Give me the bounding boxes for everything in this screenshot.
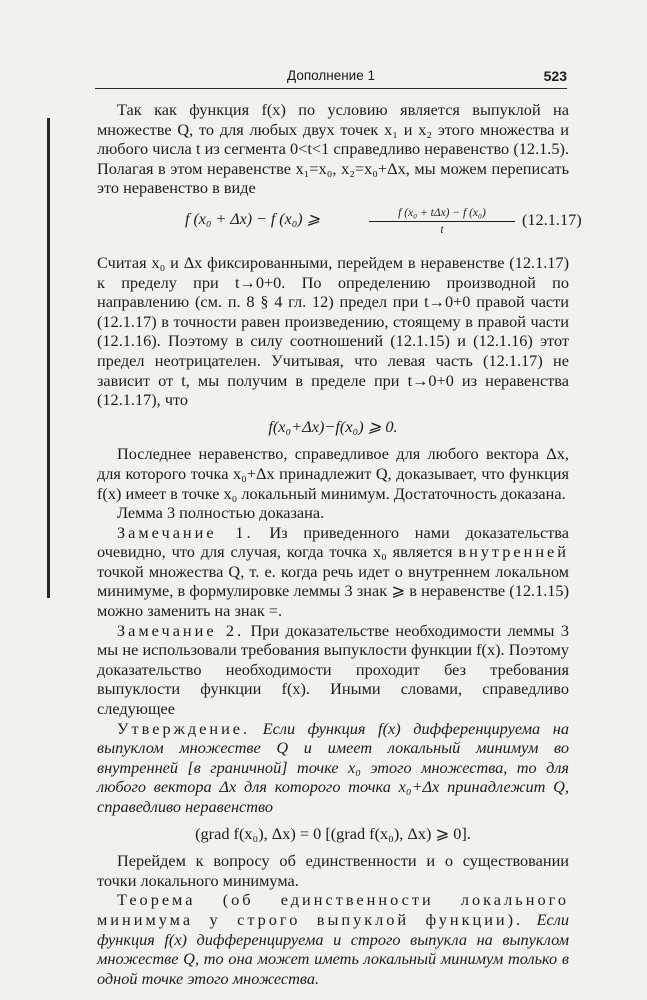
remark-1-label: Замечание 1. xyxy=(117,522,254,542)
theorem-label: Теорема (об единственности локального минимума у строго выпуклой функции). xyxy=(97,890,569,929)
fraction-bar xyxy=(369,221,515,222)
remark-2-text: При доказательстве необходимости леммы 3 мы не использовали требования выпуклости функции f(x). Поэтому доказательство необходимости проходит без требования выпуклости функции f(x). Иными словами, справедливо следующее xyxy=(97,620,569,719)
page-body xyxy=(97,100,582,988)
remark-2-label: Замечание 2. xyxy=(117,620,245,640)
formula-gradient: (grad f(x₀), Δx) = 0 [(grad f(x₀), Δx) ⩾ 0]. xyxy=(195,823,471,843)
running-header xyxy=(95,64,567,89)
formula-fraction xyxy=(369,206,515,237)
paragraph-2: Считая x₀ и Δx фиксированными, перейдем в неравенстве (12.1.17) к пределу при t→0+0. По определению производной по направлению (см. п. 8 § 4 гл. 12) предел при t→0+0 правой части (12.1.17) в точности равен произведению, стоящему в правой части (12.1.16). Поэтому в силу соотношений (12.1.15) и (12.1.16) этот предел неотрицателен. Учитывая, что левая часть (12.1.17) не зависит от t, мы получим в пределе при t→0+0 из неравенства (12.1.17), что xyxy=(97,252,569,410)
statement-label: Утверждение. xyxy=(117,718,251,738)
statement xyxy=(97,719,569,817)
paragraph-3: Последнее неравенство, справедливое для любого вектора Δx, для которого точка x₀+Δx принадлежит Q, доказывает, что функция f(x) имеет в точке x₀ локальный минимум. Достаточность доказана. xyxy=(97,444,569,503)
fraction-numerator: f (x₀ + tΔx) − f (x₀) xyxy=(398,206,486,219)
page-number: 523 xyxy=(543,68,567,84)
remark-1-text-a: Из приведенного нами доказательства очевидно, что для случая, когда точка x₀ является xyxy=(97,522,570,562)
remark-1-spaced-word: внутренней xyxy=(458,542,569,562)
remark-1-text-b: точкой множества Q, т. е. когда речь идет о внутреннем локальном минимуме, в формулировке леммы 3 знак ⩾ в неравенстве (12.1.15) можно заменить на знак =. xyxy=(97,561,569,621)
fraction-denominator: t xyxy=(440,223,444,236)
margin-marker-bar xyxy=(47,118,50,598)
section-title: Дополнение 1 xyxy=(287,68,375,83)
theorem-text: Если функция f(x) дифференцируема и строго выпукла на выпуклом множестве Q, то она может иметь локальный минимум только в одной точке этого множества. xyxy=(97,909,570,988)
formula-lhs: f (x₀ + Δx) − f (x₀) ⩾ xyxy=(185,210,321,228)
remark-1 xyxy=(97,523,569,621)
theorem xyxy=(97,890,569,988)
paragraph-8: Перейдем к вопросу об единственности и о существовании точки локального минимума. xyxy=(97,851,569,890)
formula-12-1-17 xyxy=(97,206,582,246)
paragraph-4: Лемма 3 полностью доказана. xyxy=(117,503,325,523)
paragraph-1: Так как функция f(x) по условию является выпуклой на множестве Q, то для любых двух точек x₁ и x₂ этого множества и любого числа t из сегмента 0<t<1 справедливо неравенство (12.1.5). Полагая в этом неравенстве x₁=x₀, x₂=x₀+Δx, мы можем переписать это неравенство в виде xyxy=(97,100,569,198)
equation-number: (12.1.17) xyxy=(522,209,582,229)
formula-limit-inequality: f(x₀+Δx)−f(x₀) ⩾ 0. xyxy=(268,416,398,436)
remark-2 xyxy=(97,621,569,719)
statement-text: Если функция f(x) дифференцируема на выпуклом множестве Q и имеет локальный минимум во внутренней [в граничной] точке x₀ этого множества, то для любого вектора Δx для которого точка x₀+Δx принадлежит Q, справедливо неравенство xyxy=(97,718,569,816)
